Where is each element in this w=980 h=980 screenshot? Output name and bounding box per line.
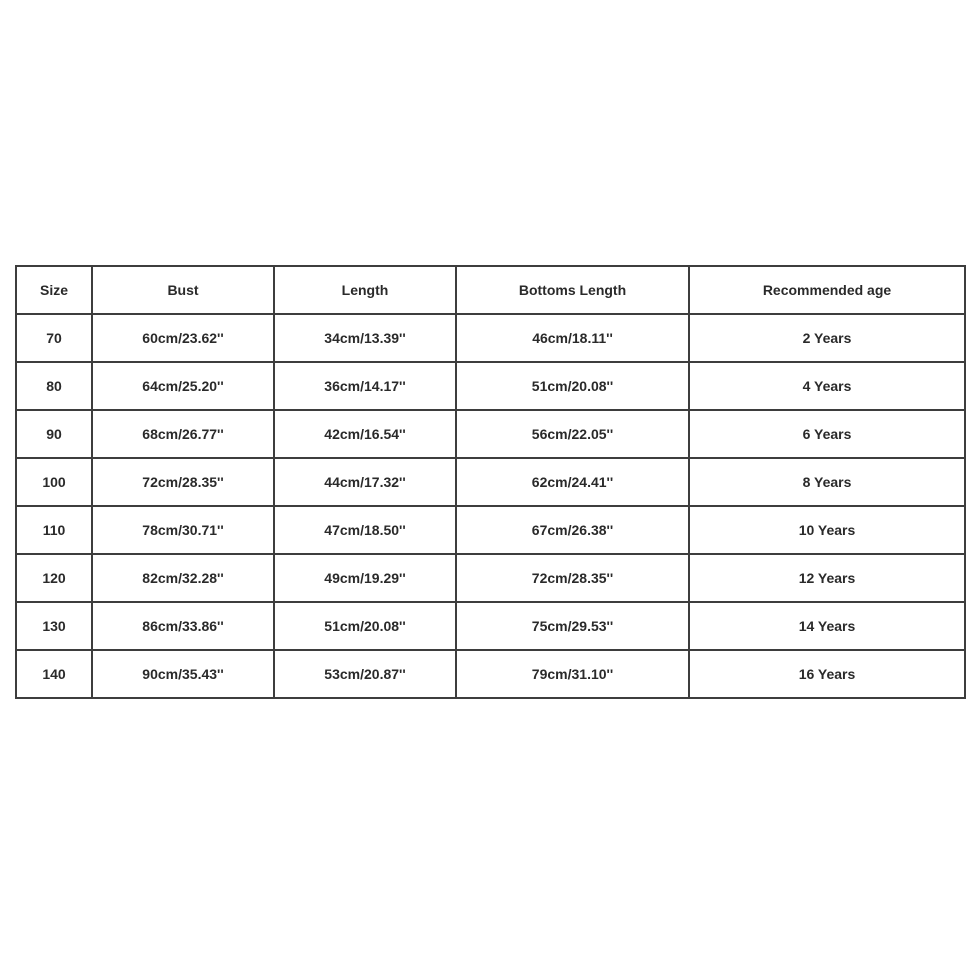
cell-recommended-age: 6 Years: [689, 410, 965, 458]
cell-bust: 72cm/28.35'': [92, 458, 274, 506]
cell-bottoms-length: 46cm/18.11'': [456, 314, 689, 362]
column-header-size: Size: [16, 266, 92, 314]
cell-bust: 78cm/30.71'': [92, 506, 274, 554]
cell-bottoms-length: 72cm/28.35'': [456, 554, 689, 602]
cell-bust: 86cm/33.86'': [92, 602, 274, 650]
cell-recommended-age: 4 Years: [689, 362, 965, 410]
table-row: [16, 650, 965, 698]
cell-size: 110: [16, 506, 92, 554]
cell-length: 53cm/20.87'': [274, 650, 456, 698]
cell-length: 49cm/19.29'': [274, 554, 456, 602]
table-row: [16, 314, 965, 362]
cell-size: 80: [16, 362, 92, 410]
table-header-row: [16, 266, 965, 314]
cell-length: 47cm/18.50'': [274, 506, 456, 554]
table-row: [16, 554, 965, 602]
cell-bottoms-length: 75cm/29.53'': [456, 602, 689, 650]
table-row: [16, 362, 965, 410]
cell-bust: 82cm/32.28'': [92, 554, 274, 602]
cell-size: 100: [16, 458, 92, 506]
cell-length: 51cm/20.08'': [274, 602, 456, 650]
column-header-length: Length: [274, 266, 456, 314]
cell-bottoms-length: 67cm/26.38'': [456, 506, 689, 554]
cell-recommended-age: 10 Years: [689, 506, 965, 554]
cell-size: 130: [16, 602, 92, 650]
table-row: [16, 602, 965, 650]
cell-bottoms-length: 51cm/20.08'': [456, 362, 689, 410]
cell-size: 90: [16, 410, 92, 458]
cell-length: 34cm/13.39'': [274, 314, 456, 362]
cell-bottoms-length: 56cm/22.05'': [456, 410, 689, 458]
cell-recommended-age: 12 Years: [689, 554, 965, 602]
cell-bust: 68cm/26.77'': [92, 410, 274, 458]
column-header-recommended-age: Recommended age: [689, 266, 965, 314]
cell-size: 70: [16, 314, 92, 362]
cell-size: 140: [16, 650, 92, 698]
cell-bust: 64cm/25.20'': [92, 362, 274, 410]
cell-length: 44cm/17.32'': [274, 458, 456, 506]
cell-bottoms-length: 62cm/24.41'': [456, 458, 689, 506]
cell-size: 120: [16, 554, 92, 602]
cell-recommended-age: 16 Years: [689, 650, 965, 698]
column-header-bust: Bust: [92, 266, 274, 314]
cell-bust: 60cm/23.62'': [92, 314, 274, 362]
cell-recommended-age: 8 Years: [689, 458, 965, 506]
cell-length: 42cm/16.54'': [274, 410, 456, 458]
cell-recommended-age: 14 Years: [689, 602, 965, 650]
table-row: [16, 458, 965, 506]
cell-bust: 90cm/35.43'': [92, 650, 274, 698]
table-row: [16, 506, 965, 554]
table-row: [16, 410, 965, 458]
column-header-bottoms-length: Bottoms Length: [456, 266, 689, 314]
size-chart-table: [15, 265, 966, 699]
cell-bottoms-length: 79cm/31.10'': [456, 650, 689, 698]
cell-length: 36cm/14.17'': [274, 362, 456, 410]
cell-recommended-age: 2 Years: [689, 314, 965, 362]
